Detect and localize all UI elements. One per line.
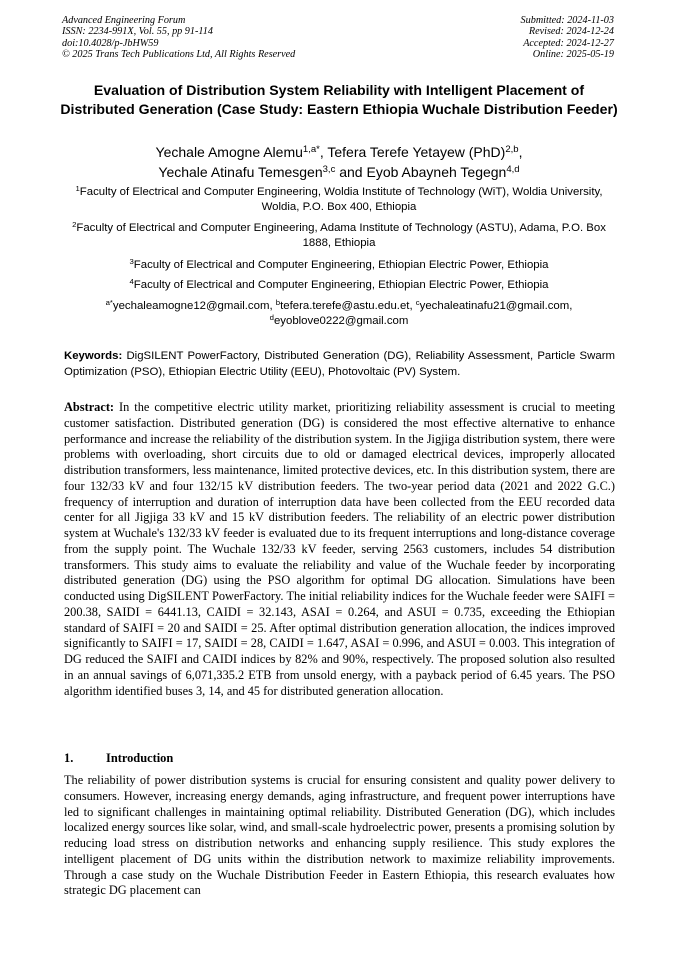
abstract-label: Abstract: xyxy=(64,400,115,414)
section-heading xyxy=(64,751,173,766)
email-a-sup: a* xyxy=(105,297,113,307)
affiliation-3-text: Faculty of Electrical and Computer Engineering, Ethiopian Electric Power, Ethiopia xyxy=(133,259,549,271)
email-b[interactable]: tefera.terefe@astu.edu.et, xyxy=(280,300,416,312)
affiliation-1-sup: 1 xyxy=(75,183,80,193)
online-date: Online: 2025-05-19 xyxy=(532,48,614,60)
header-right xyxy=(521,15,614,60)
author-4-sup: 4,d xyxy=(506,163,520,175)
submitted-date: Submitted: 2024-11-03 xyxy=(520,15,614,26)
email-c-sup: c xyxy=(415,297,420,307)
email-d[interactable]: eyoblove0222@gmail.com xyxy=(273,315,409,327)
author-line-2 xyxy=(60,162,618,182)
author-2-sup: 2,b xyxy=(505,143,519,155)
affiliation-4-sup: 4 xyxy=(129,276,134,286)
author-1: Yechale Amogne Alemu xyxy=(155,144,303,160)
author-2: Tefera Terefe Yetayew (PhD) xyxy=(327,144,506,160)
affiliation-2 xyxy=(64,221,614,251)
author-list xyxy=(60,142,618,182)
copyright: © 2025 Trans Tech Publications Ltd, All Rights Reserved xyxy=(62,48,296,60)
author-line-1 xyxy=(60,142,618,162)
affiliation-2-text: Faculty of Electrical and Computer Engineering, Adama Institute of Technology (ASTU), Adama, P.O. Box 1888, Ethiopia xyxy=(76,222,606,249)
email-list xyxy=(64,299,614,329)
author-1-sup: 1,a* xyxy=(302,143,320,155)
author-4: Eyob Abayneh Tegegn xyxy=(366,164,507,180)
author-separator: , xyxy=(319,144,328,160)
accepted-date: Accepted: 2024-12-27 xyxy=(523,37,614,49)
email-b-sup: b xyxy=(275,297,281,307)
section-title: Introduction xyxy=(106,751,174,765)
section-number: 1. xyxy=(64,751,74,765)
journal-name: Advanced Engineering Forum xyxy=(62,15,186,26)
keywords-text: DigSILENT PowerFactory, Distributed Generation (DG), Reliability Assessment, Particle Swarm Optimization (PSO), Ethiopian Electric Utility (EEU), Photovoltaic (PV) System. xyxy=(64,350,615,378)
affiliation-1-text: Faculty of Electrical and Computer Engineering, Woldia Institute of Technology (WiT), Woldia University, Woldia, P.O. Box 400, Ethiopia xyxy=(79,186,603,213)
affiliation-4-text: Faculty of Electrical and Computer Engineering, Ethiopian Electric Power, Ethiopia xyxy=(133,279,549,291)
affiliation-4 xyxy=(64,278,614,293)
abstract xyxy=(64,400,615,699)
keywords-label: Keywords: xyxy=(64,350,123,362)
issn: ISSN: 2234-991X, Vol. 55, pp 91-114 xyxy=(62,26,213,38)
author-separator: and xyxy=(335,164,367,180)
affiliation-1 xyxy=(64,185,614,215)
author-separator: , xyxy=(518,144,523,160)
header-left xyxy=(62,15,295,60)
email-a[interactable]: yechaleamogne12@gmail.com, xyxy=(112,300,276,312)
keywords xyxy=(64,349,615,380)
paper-title: Evaluation of Distribution System Reliability with Intelligent Placement of Distributed Generation (Case Study: Eastern Ethiopia Wuchale Distribution Feeder) xyxy=(60,82,618,117)
affiliation-3-sup: 3 xyxy=(129,256,134,266)
revised-date: Revised: 2024-12-24 xyxy=(528,26,614,38)
affiliation-2-sup: 2 xyxy=(72,219,77,229)
email-d-sup: d xyxy=(269,312,274,322)
abstract-text: In the competitive electric utility market, prioritizing reliability assessment is crucial to meeting customer satisfaction. Distributed generation (DG) is considered the most effective alternative to enhance performance and increase the reliability of the distribution system. In the Jigjiga distribution system, there were problems with overloading, short circuits due to old or damaged electrical devices, improperly allocated distribution transformers, less maintenance, limited protective devices, etc. In this distribution system, there are four 132/33 kV and four 132/15 kV distribution feeders. The two-year period data (2021 and 2022 G.C.) frequency of interruption and duration of interruption data have been collected from the EEU recorded data center for all Jigjiga 33 kV and 15 kV distribution feeders. The reliability of an electric power distribution system at Wuchale's 132/33 kV feeder is evaluated due to its frequent interruptions and long-distance coverage from the supply point. The Wuchale 132/33 kV feeder, serving 2563 customers, includes 54 distribution transformers. This study aims to evaluate the reliability and value of the Wuchale feeder by incorporating distributed generation (DG) using the PSO algorithm for optimal DG allocation. Simulations have been conducted using DigSILENT PowerFactory. The initial reliability indices for the Wuchale feeder were SAIFI = 200.38, SAIDI = 6441.13, CAIDI = 32.143, ASAI = 0.264, and ASUI = 0.735, exceeding the Ethiopian standard of SAIFI = 20 and SAIDI = 25. After optimal distribution generation allocation, the indices improved significantly to SAIFI = 17, SAIDI = 28, CAIDI = 1.647, ASAI = 0.996, and ASUI = 0.003. This integration of DG reduced the SAIFI and CAIDI indices by 82% and 90%, respectively. The proposed solution also resulted in an annual savings of 6,071,335.2 ETB from unsold energy, with a payback period of 6.45 years. The PSO algorithm identified buses 3, 14, and 45 for distributed generation allocation. xyxy=(64,400,615,698)
author-3: Yechale Atinafu Temesgen xyxy=(158,164,323,180)
author-3-sup: 3,c xyxy=(322,163,336,175)
email-c[interactable]: yechaleatinafu21@gmail.com, xyxy=(419,300,573,312)
introduction-paragraph: The reliability of power distribution systems is crucial for ensuring consistent and quality power delivery to consumers. However, increasing energy demands, aging infrastructure, and frequent power interruptions have led to significant challenges in maintaining optimal reliability. Distributed Generation (DG), which includes localized energy sources like solar, wind, and small-scale hydroelectric power, presents a promising solution by reducing load stress on distribution networks and enhancing supply resilience. This study explores the intelligent placement of DG units within the distribution network to maximize reliability improvements. Through a case study on the Wuchale Distribution Feeder in Eastern Ethiopia, this research evaluates how strategic DG placement can xyxy=(64,773,616,898)
affiliation-3 xyxy=(64,258,614,273)
doi: doi:10.4028/p-JbHW59 xyxy=(62,37,159,49)
